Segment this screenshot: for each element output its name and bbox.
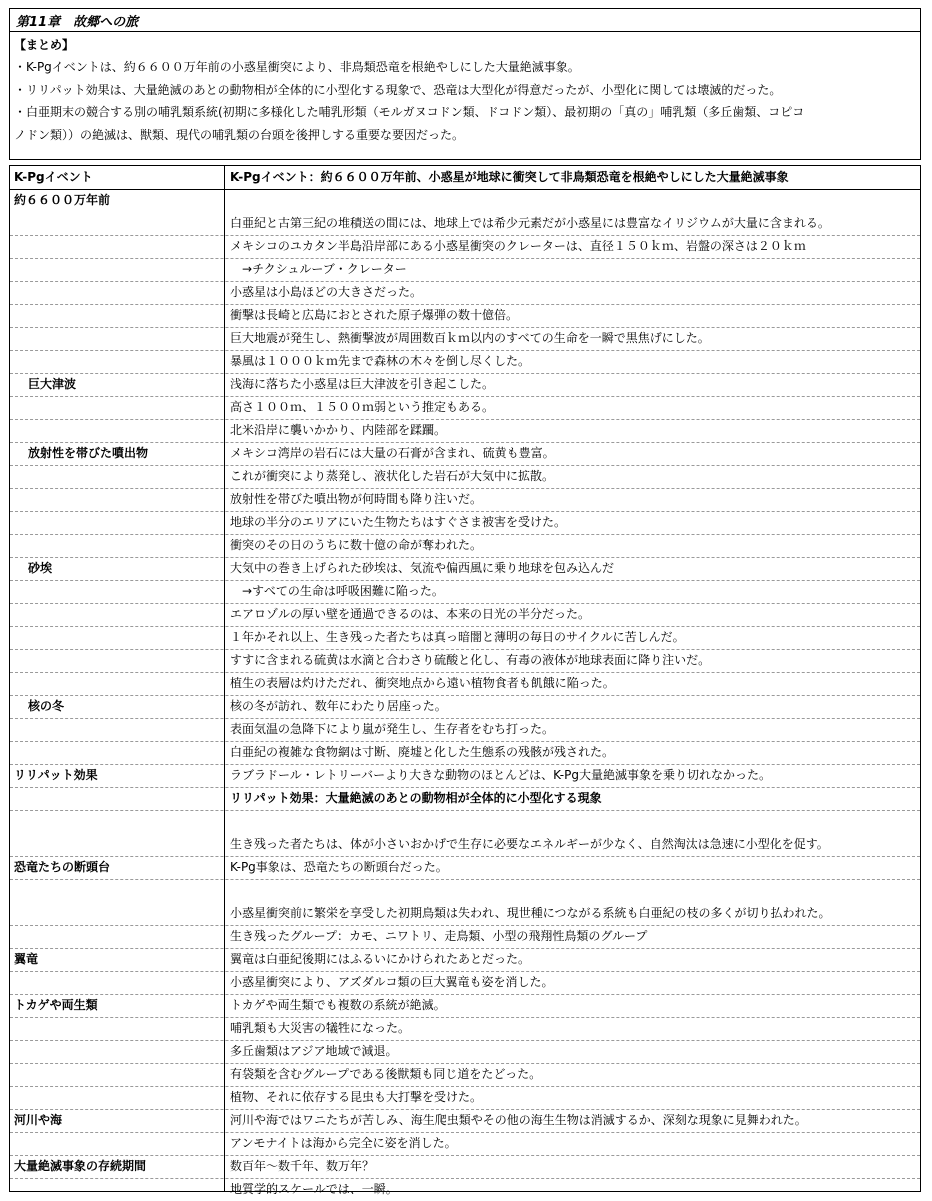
- table-row: [10, 327, 920, 351]
- row-topic-cell: [14, 741, 220, 764]
- row-topic-cell: [14, 1086, 220, 1109]
- table-row: [10, 419, 920, 443]
- row-note-cell: 高さ１００ｍ、１５００ｍ弱という推定もある。: [230, 400, 495, 414]
- row-note-cell: ラブラドール・レトリーバーより大きな動物のほとんどは、K-Pg大量絶滅事象を乗り切れなかった。: [230, 768, 771, 782]
- row-note-cell: 小惑星衝突により、アズダルコ類の巨大翼竜も姿を消した。: [230, 975, 554, 989]
- row-note-cell: 数百年～数千年、数万年？: [230, 1159, 375, 1173]
- row-topic-cell: [14, 465, 220, 488]
- row-topic-cell: [14, 833, 220, 856]
- row-topic-cell: [14, 235, 220, 258]
- table-row: [10, 350, 920, 374]
- row-topic-cell: 恐竜たちの断頭台: [14, 860, 111, 874]
- row-note-cell: 生き残った者たちは、体が小さいおかげで生存に必要なエネルギーが少なく、自然淘汰は急速に小型化を促す。: [230, 837, 829, 851]
- summary-box: [9, 32, 921, 160]
- row-note-cell: メキシコ湾岸の岩石には大量の石膏が含まれ、硫黄も豊富。: [230, 446, 555, 460]
- row-topic-cell: [14, 327, 220, 350]
- row-note-cell: １年かそれ以上、生き残った者たちは真っ暗闇と薄明の毎日のサイクルに苦しんだ。: [230, 630, 685, 644]
- row-note-cell: 多丘歯類はアジア地域で減退。: [230, 1044, 398, 1058]
- chapter-title-box: [9, 8, 921, 32]
- row-topic-cell: 放射性を帯びた噴出物: [28, 446, 149, 460]
- row-note-cell: リリパット効果：大量絶滅のあとの動物相が全体的に小型化する現象: [230, 791, 602, 805]
- table-row: [10, 1132, 920, 1156]
- row-topic-cell: [14, 902, 220, 925]
- row-topic-cell: [14, 971, 220, 994]
- row-note-cell: 有袋類を含むグループである後獣類も同じ道をたどった。: [230, 1067, 542, 1081]
- table-row: [10, 718, 920, 742]
- row-topic-cell: [14, 419, 220, 442]
- row-note-cell: 大気中の巻き上げられた砂埃は、気流や偏西風に乗り地球を包み込んだ: [230, 561, 615, 575]
- table-row: [10, 235, 920, 259]
- row-topic-cell: [14, 718, 220, 741]
- table-row: [10, 1178, 920, 1201]
- table-row: [10, 856, 920, 880]
- table-row: [10, 212, 920, 236]
- row-note-cell: すすに含まれる硫黄は水滴と合わさり硫酸と化し、有毒の液体が地球表面に降り注いだ。: [230, 653, 711, 667]
- row-topic-cell: 翼竜: [14, 952, 39, 966]
- row-note-cell: 植物、それに依存する昆虫も大打撃を受けた。: [230, 1090, 483, 1104]
- row-note-cell: エアロゾルの厚い壁を通過できるのは、本来の日光の半分だった。: [230, 607, 591, 621]
- row-note-cell: 巨大地震が発生し、熱衝撃波が周囲数百ｋｍ以内のすべての生命を一瞬で黒焦げにした。: [230, 331, 710, 345]
- table-row: [10, 603, 920, 627]
- row-topic-cell: [14, 534, 220, 557]
- table-row: [10, 1063, 920, 1087]
- row-note-cell: 小惑星衝突前に繁栄を享受した初期鳥類は失われ、現世種につながる系統も白亜紀の枝の多くが切り払われた。: [230, 906, 831, 920]
- table-row: [10, 396, 920, 420]
- row-topic-cell: 大量絶滅事象の存続期間: [14, 1159, 147, 1173]
- table-row: [10, 948, 920, 972]
- row-topic-cell: [14, 212, 220, 235]
- row-topic-cell: [14, 603, 220, 626]
- row-note-cell: これが衝突により蒸発し、液状化した岩石が大気中に拡散。: [230, 469, 555, 483]
- table-row: [10, 672, 920, 696]
- row-topic-cell: [14, 1132, 220, 1155]
- table-row: [10, 971, 920, 995]
- header-right-cell: K-Pgイベント：約６６００万年前、小惑星が地球に衝突して非鳥類恐竜を根絶やしにした大量絶滅事象: [230, 170, 789, 184]
- table-row: [10, 511, 920, 535]
- table-row: [10, 741, 920, 765]
- chapter-title: 第11章 故郷への旅: [16, 15, 139, 30]
- table-row: [10, 281, 920, 305]
- summary-line: ・リリパット効果は、大量絶滅のあとの動物相が全体的に小型化する現象で、恐竜は大型化が得意だったが、小型化に関しては壊滅的だった。: [14, 83, 782, 97]
- row-topic-cell: [14, 925, 220, 948]
- table-row: [10, 442, 920, 466]
- row-note-cell: 哺乳類も大災害の犠牲になった。: [230, 1021, 411, 1035]
- row-note-cell: K-Pg事象は、恐竜たちの断頭台だった。: [230, 860, 448, 874]
- row-note-cell: 生き残ったグループ：カモ、ニワトリ、走鳥類、小型の飛翔性鳥類のグループ: [230, 929, 648, 943]
- row-note-cell: 暴風は１０００ｋｍ先まで森林の木々を倒し尽くした。: [230, 354, 531, 368]
- row-topic-cell: [14, 1178, 220, 1201]
- row-topic-cell: [14, 580, 220, 603]
- row-note-cell: メキシコのユカタン半島沿岸部にある小惑星衝突のクレーターは、直径１５０ｋｍ、岩盤の深さは２０ｋｍ: [230, 239, 806, 253]
- row-note-cell: 翼竜は白亜紀後期にはふるいにかけられたあとだった。: [230, 952, 531, 966]
- row-topic-cell: 河川や海: [14, 1113, 63, 1127]
- row-topic-cell: [14, 281, 220, 304]
- table-row: [10, 258, 920, 282]
- row-topic-cell: [14, 626, 220, 649]
- notes-table: [9, 165, 921, 1196]
- table-row: [10, 304, 920, 328]
- header-left-cell: K-Pgイベント: [14, 170, 93, 184]
- row-topic-cell: [14, 511, 220, 534]
- table-row: [10, 1017, 920, 1041]
- row-topic-cell: [14, 1063, 220, 1086]
- row-topic-cell: 核の冬: [28, 699, 65, 713]
- row-topic-cell: [14, 649, 220, 672]
- row-note-cell: →すべての生命は呼吸困難に陥った。: [242, 584, 444, 598]
- row-topic-cell: [14, 1040, 220, 1063]
- row-note-cell: トカゲや両生類でも複数の系統が絶滅。: [230, 998, 446, 1012]
- table-row: [10, 1086, 920, 1110]
- table-row: [10, 649, 920, 673]
- row-topic-cell: リリパット効果: [14, 768, 98, 782]
- table-row: [10, 810, 920, 857]
- row-note-cell: アンモナイトは海から完全に姿を消した。: [230, 1136, 457, 1150]
- table-row: [10, 1109, 920, 1133]
- row-note-cell: 放射性を帯びた噴出物が何時間も降り注いだ。: [230, 492, 483, 506]
- table-row: [10, 764, 920, 788]
- table-row: [10, 925, 920, 949]
- summary-line: ・白亜期末の競合する別の哺乳類系統(初期に多様化した哺乳形類（モルガヌコドン類、ドコドン類）、最初期の「真の」哺乳類（多丘歯類、コピコ: [14, 105, 805, 119]
- table-row: [10, 1155, 920, 1179]
- row-note-cell: 衝撃は長崎と広島におとされた原子爆弾の数十億倍。: [230, 308, 519, 322]
- row-topic-cell: [14, 488, 220, 511]
- table-row: [10, 879, 920, 926]
- row-note-cell: 北米沿岸に襲いかかり、内陸部を蹂躙。: [230, 423, 447, 437]
- row-topic-cell: トカゲや両生類: [14, 998, 98, 1012]
- row-note-cell: 地質学的スケールでは、一瞬。: [230, 1182, 398, 1196]
- row-topic-cell: 約６６００万年前: [14, 193, 111, 207]
- row-note-cell: →チクシュルーブ・クレーター: [242, 262, 407, 276]
- summary-heading: 【まとめ】: [14, 38, 75, 52]
- row-note-cell: 地球の半分のエリアにいた生物たちはすぐさま被害を受けた。: [230, 515, 567, 529]
- table-row: [10, 626, 920, 650]
- row-note-cell: 河川や海ではワニたちが苦しみ、海生爬虫類やその他の海生生物は消滅するか、深刻な現象に見舞われた。: [230, 1113, 807, 1127]
- table-row: [10, 1040, 920, 1064]
- row-note-cell: 白亜紀の複雑な食物網は寸断、廃墟と化した生態系の残骸が残された。: [230, 745, 615, 759]
- row-note-cell: 植生の表層は灼けただれ、衝突地点から遠い植物食者も飢餓に陥った。: [230, 676, 615, 690]
- row-topic-cell: [14, 1017, 220, 1040]
- table-row: [10, 534, 920, 558]
- table-row: [10, 787, 920, 811]
- summary-line: ・K-Pgイベントは、約６６００万年前の小惑星衝突により、非鳥類恐竜を根絶やしにした大量絶滅事象。: [14, 60, 580, 74]
- summary-line: ノドン類））の絶滅は、獣類、現代の哺乳類の台頭を後押しする重要な要因だった。: [14, 128, 465, 142]
- row-topic-cell: [14, 304, 220, 327]
- row-topic-cell: [14, 350, 220, 373]
- row-note-cell: 白亜紀と古第三紀の堆積送の間には、地球上では希少元素だが小惑星には豊富なイリジウムが大量に含まれる。: [230, 216, 830, 230]
- table-row: [10, 465, 920, 489]
- table-row: [10, 189, 920, 212]
- row-note-cell: 衝突のその日のうちに数十億の命が奪われた。: [230, 538, 483, 552]
- row-topic-cell: [14, 396, 220, 419]
- row-topic-cell: [14, 258, 220, 281]
- row-note-cell: [230, 189, 920, 212]
- row-topic-cell: [14, 787, 220, 810]
- row-note-cell: 核の冬が訪れ、数年にわたり居座った。: [230, 699, 447, 713]
- table-row: [10, 994, 920, 1018]
- row-topic-cell: [14, 672, 220, 695]
- table-row: [10, 695, 920, 719]
- table-row: [10, 373, 920, 397]
- row-topic-cell: 巨大津波: [28, 377, 77, 391]
- row-note-cell: 浅海に落ちた小惑星は巨大津波を引き起こした。: [230, 377, 495, 391]
- row-topic-cell: 砂埃: [28, 561, 53, 575]
- table-row: [10, 580, 920, 604]
- table-row: [10, 557, 920, 581]
- row-note-cell: 表面気温の急降下により嵐が発生し、生存者をむち打った。: [230, 722, 555, 736]
- row-note-cell: 小惑星は小島ほどの大きさだった。: [230, 285, 423, 299]
- table-header-row: [10, 166, 920, 190]
- table-row: [10, 488, 920, 512]
